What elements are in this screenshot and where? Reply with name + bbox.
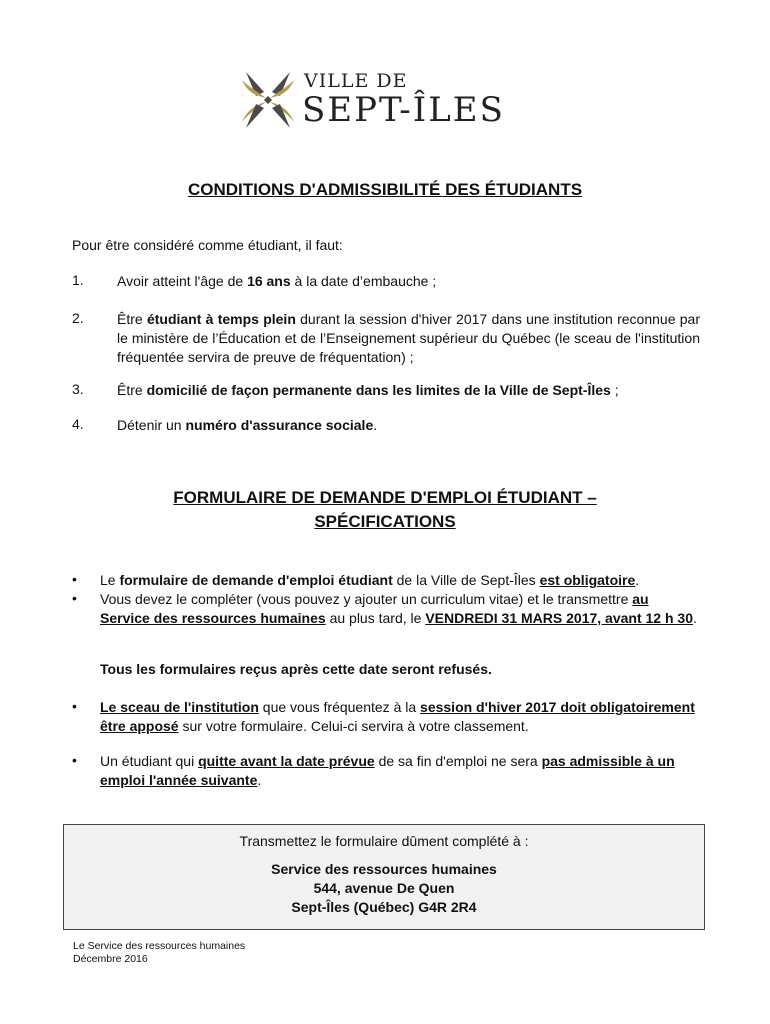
box-city: Sept-Îles (Québec) G4R 2R4: [291, 899, 477, 915]
section1-title: CONDITIONS D'ADMISSIBILITÉ DES ÉTUDIANTS: [187, 180, 583, 199]
item-number: 2.: [72, 310, 84, 326]
logo-emblem-icon: [236, 66, 300, 132]
section2-title-line1: FORMULAIRE DE DEMANDE D'EMPLOI ÉTUDIANT –: [173, 488, 597, 507]
section1-intro: Pour être considéré comme étudiant, il faut:: [72, 237, 343, 253]
condition-item-4: Détenir un numéro d'assurance sociale.: [117, 417, 378, 433]
item-number: 1.: [72, 272, 84, 288]
spec-bullet-1: Le formulaire de demande d'emploi étudiant de la Ville de Sept-Îles est obligatoire.: [100, 572, 640, 588]
bullet-icon: •: [72, 571, 77, 587]
box-instruction: Transmettez le formulaire dûment complété à :: [239, 833, 529, 849]
condition-item-2: Être étudiant à temps plein durant la session d'hiver 2017 dans une institution reconnue par le ministère de l’Éducation et de l’Enseignement supérieur du Québec (le sceau de l'institution fréquentée servira de preuve de fréquentation) ;: [117, 311, 700, 365]
section2-title-line2: SPÉCIFICATIONS: [314, 512, 456, 531]
condition-item-1: Avoir atteint l'âge de 16 ans à la date d’embauche ;: [117, 273, 437, 289]
box-street: 544, avenue De Quen: [313, 880, 455, 896]
bullet-icon: •: [72, 590, 77, 606]
item-number: 4.: [72, 416, 84, 432]
bullet-icon: •: [72, 698, 77, 714]
submission-address-box: [63, 824, 705, 930]
footer-department: Le Service des ressources humaines: [73, 940, 246, 952]
city-logo: [236, 66, 536, 134]
spec-bullet-4: Un étudiant qui quitte avant la date prévue de sa fin d'emploi ne sera pas admissible à un emploi l'année suivante.: [100, 753, 675, 788]
logo-text-ville-de: VILLE DE: [304, 70, 408, 92]
spec-bullet-2: Vous devez le compléter (vous pouvez y ajouter un curriculum vitae) et le transmettre au Service des ressources humaines au plus tard, le VENDREDI 31 MARS 2017, avant 12 h 30.: [100, 591, 697, 626]
deadline-notice: Tous les formulaires reçus après cette date seront refusés.: [100, 661, 492, 677]
condition-item-3: Être domicilié de façon permanente dans les limites de la Ville de Sept-Îles ;: [117, 382, 619, 398]
item-number: 3.: [72, 381, 84, 397]
box-department: Service des ressources humaines: [271, 861, 497, 877]
bullet-icon: •: [72, 752, 77, 768]
spec-bullet-3: Le sceau de l'institution que vous fréquentez à la session d'hiver 2017 doit obligatoirement être apposé sur votre formulaire. Celui-ci servira à votre classement.: [100, 699, 695, 734]
logo-text-sept-iles: SEPT-ÎLES: [302, 90, 505, 130]
footer-date: Décembre 2016: [73, 953, 148, 965]
